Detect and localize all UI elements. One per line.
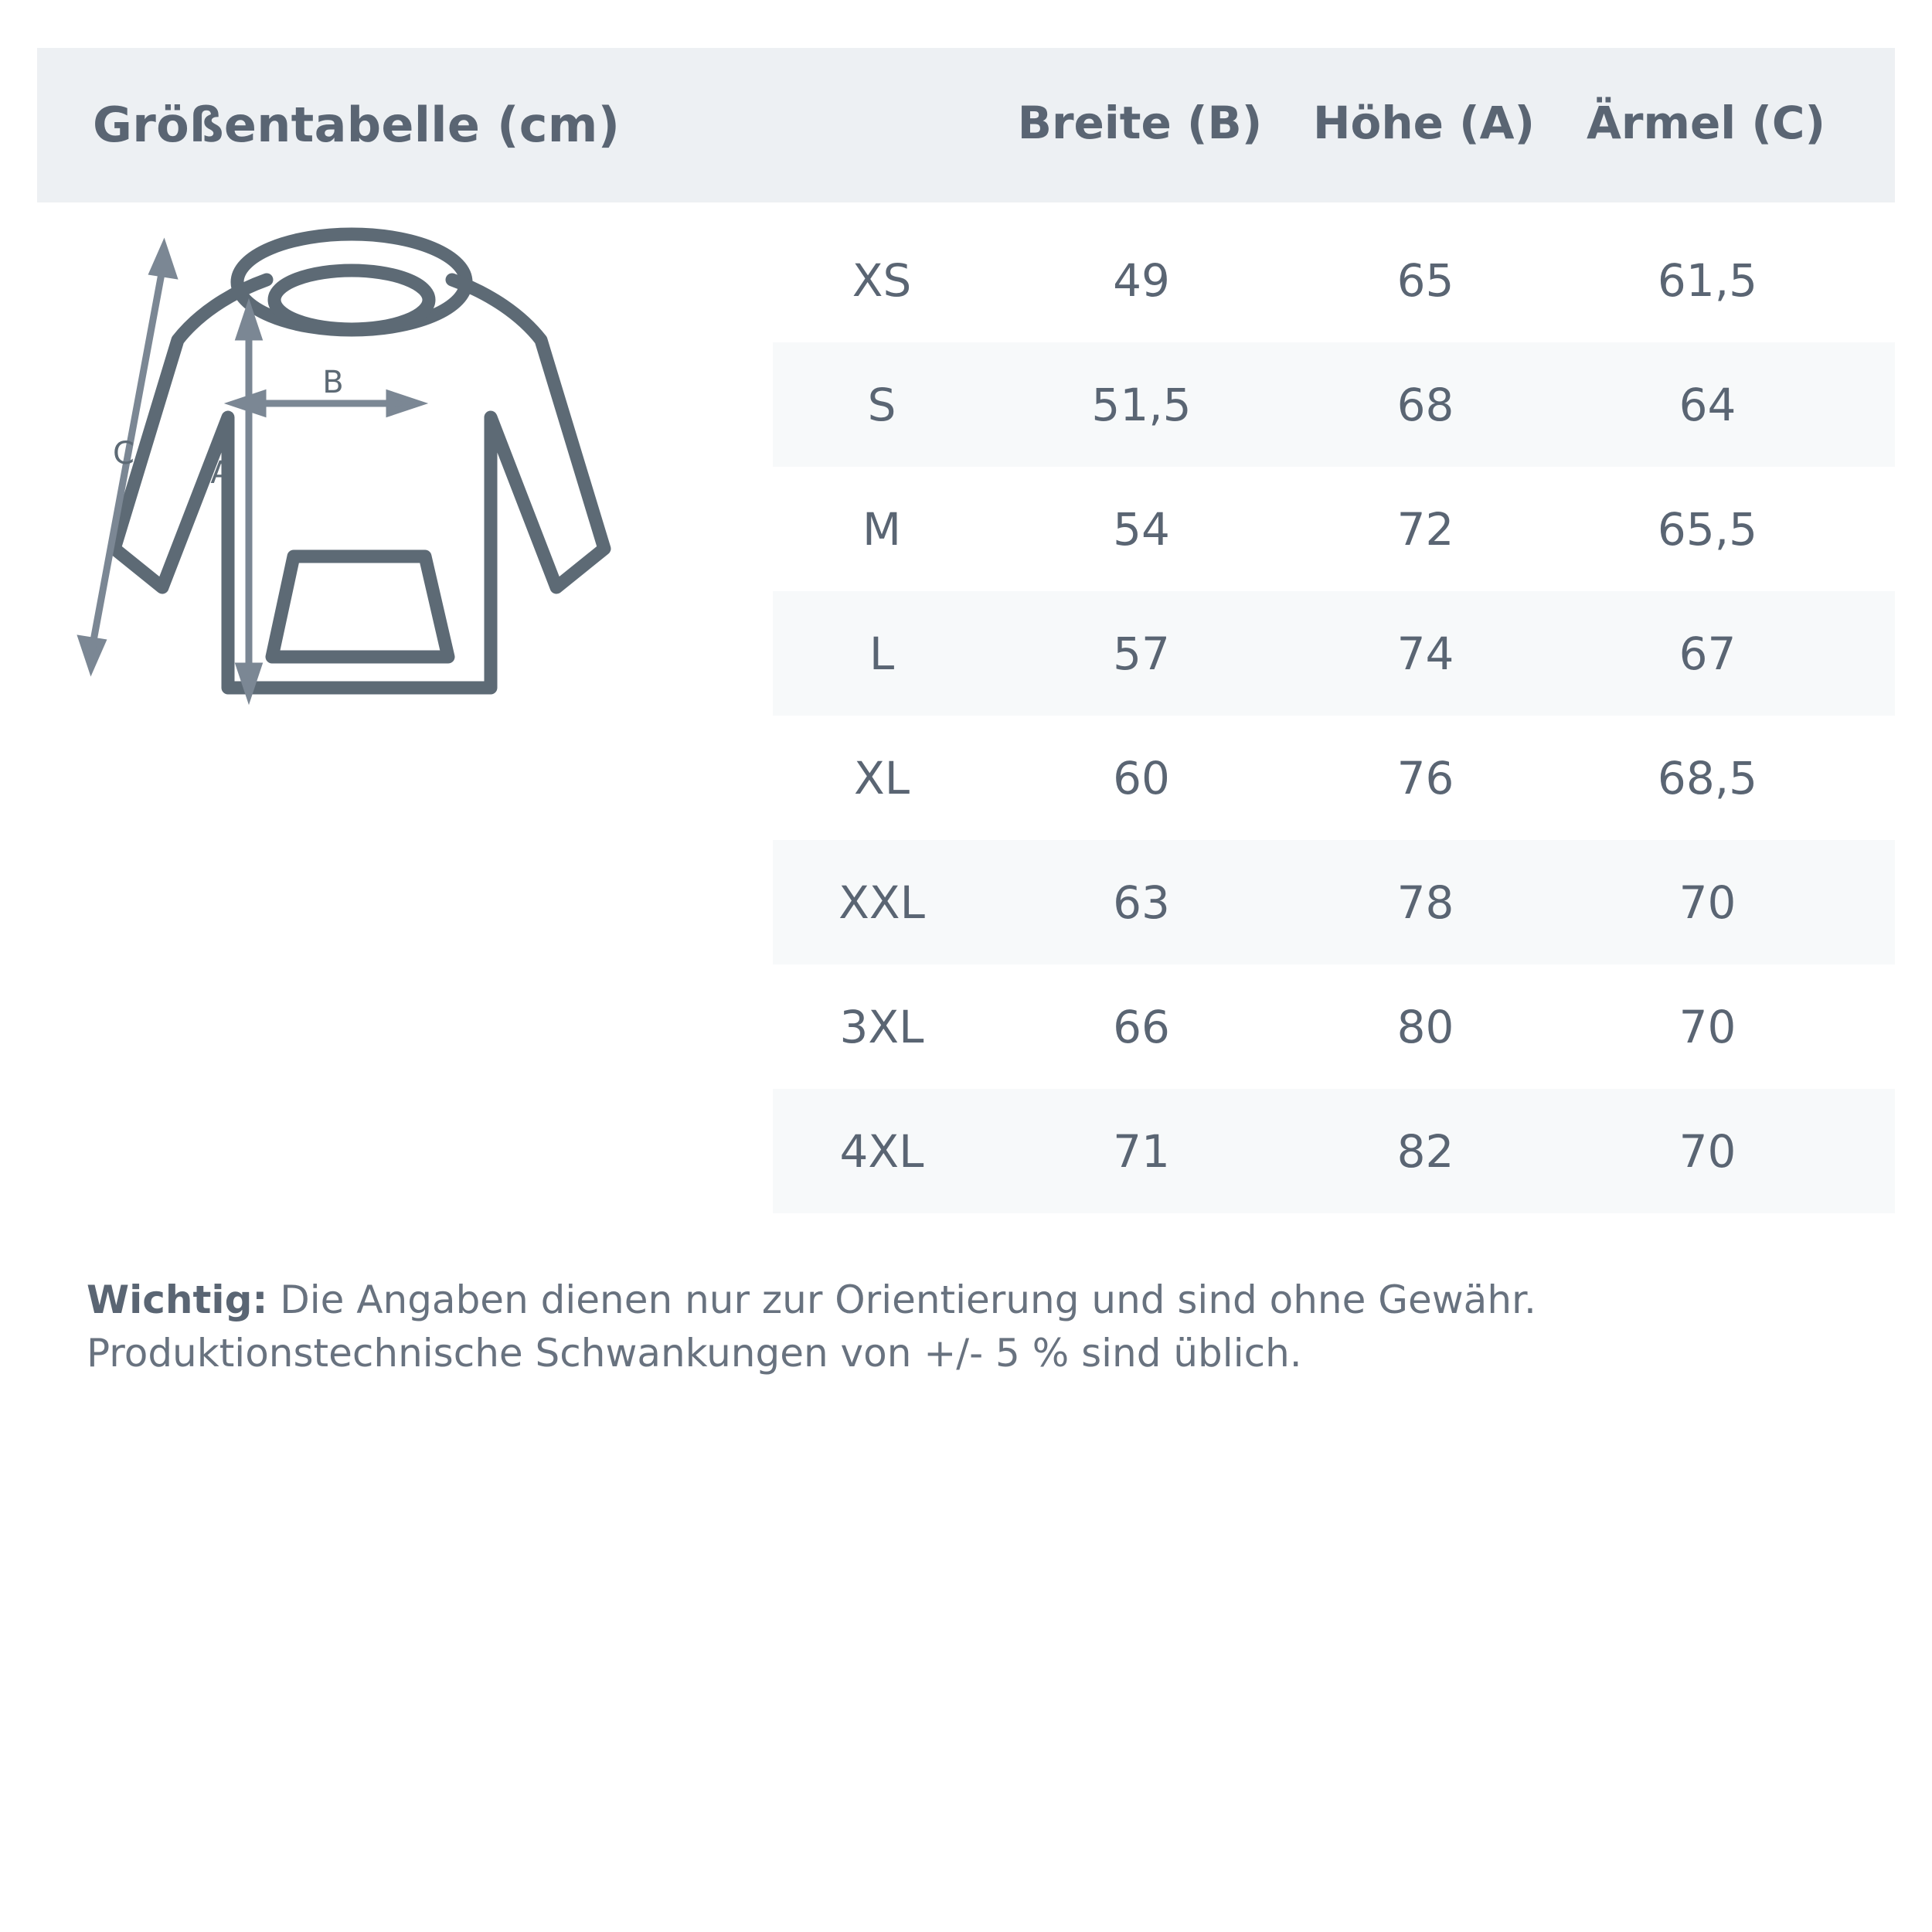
cell-hoehe: 74: [1396, 627, 1454, 680]
table-row: [773, 964, 1895, 1089]
disclaimer-note: [87, 1274, 1864, 1380]
cell-hoehe: 78: [1396, 876, 1454, 929]
cell-size: M: [862, 502, 902, 556]
cell-breite: 57: [1113, 627, 1170, 680]
cell-size: XXL: [838, 876, 925, 929]
cell-aermel: 61,5: [1657, 253, 1758, 307]
cell-aermel: 64: [1679, 378, 1736, 431]
cell-aermel: 70: [1679, 876, 1736, 929]
cell-breite: 63: [1113, 876, 1170, 929]
table-column-headers: [989, 97, 1855, 149]
cell-size: XL: [853, 751, 910, 804]
table-row: [773, 467, 1895, 591]
cell-size: S: [867, 378, 896, 431]
cell-hoehe: 80: [1396, 1000, 1454, 1053]
table-row: [773, 1089, 1895, 1213]
table-row: [773, 342, 1895, 467]
page-title: Größentabelle (cm): [93, 97, 621, 153]
diagram-label-b: B: [322, 365, 344, 400]
cell-size: L: [869, 627, 895, 680]
cell-hoehe: 68: [1396, 378, 1454, 431]
cell-breite: 60: [1113, 751, 1170, 804]
cell-aermel: 65,5: [1657, 502, 1758, 556]
cell-aermel: 70: [1679, 1124, 1736, 1178]
cell-breite: 54: [1113, 502, 1170, 556]
diagram-label-c: C: [113, 436, 134, 471]
cell-breite: 49: [1113, 253, 1170, 307]
cell-size: 3XL: [839, 1000, 924, 1053]
column-header-aermel: Ärmel (C): [1587, 97, 1825, 149]
column-header-breite: Breite (B): [1017, 97, 1263, 149]
cell-hoehe: 76: [1396, 751, 1454, 804]
column-header-hoehe: Höhe (A): [1312, 97, 1536, 149]
table-row: [773, 591, 1895, 716]
cell-breite: 66: [1113, 1000, 1170, 1053]
cell-hoehe: 82: [1396, 1124, 1454, 1178]
cell-aermel: 67: [1679, 627, 1736, 680]
size-table: [773, 218, 1895, 1213]
diagram-label-a: A: [210, 455, 232, 491]
disclaimer-text: Die Angaben dienen nur zur Orientierung und sind ohne Gewähr. Produktionstechnische Schwankungen von +/- 5 % sind üblich.: [87, 1277, 1536, 1376]
hoodie-measurement-diagram: [70, 224, 788, 842]
cell-hoehe: 72: [1396, 502, 1454, 556]
cell-size: 4XL: [839, 1124, 924, 1178]
cell-hoehe: 65: [1396, 253, 1454, 307]
disclaimer-label: Wichtig:: [87, 1277, 268, 1322]
table-row: [773, 218, 1895, 342]
cell-size: XS: [852, 253, 912, 307]
table-row: [773, 840, 1895, 964]
cell-aermel: 68,5: [1657, 751, 1758, 804]
cell-breite: 71: [1113, 1124, 1170, 1178]
cell-breite: 51,5: [1091, 378, 1192, 431]
table-row: [773, 716, 1895, 840]
cell-aermel: 70: [1679, 1000, 1736, 1053]
